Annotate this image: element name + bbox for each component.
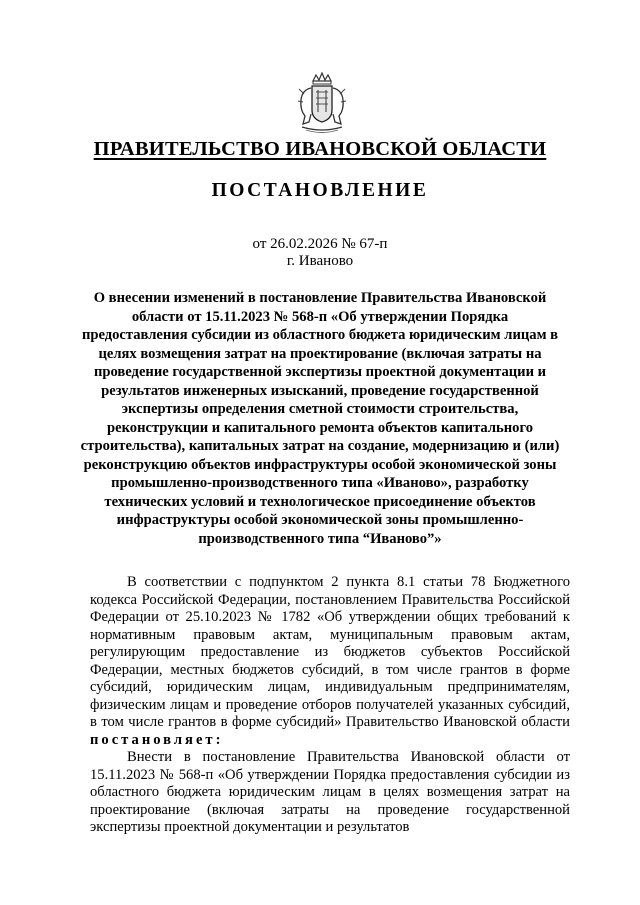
organization-title	[0, 138, 640, 161]
body-paragraph: Внести в постановление Правительства Ивановской области от 15.11.2023 № 568-п «Об утверждении Порядка предоставления субсидии из областного бюджета юридическим лицам в целях возмещения затрат на проектирование (включая затраты на проведение государственной экспертизы проектной документации и результатов	[90, 749, 570, 835]
document-date-number: от 26.02.2026 № 67-п	[252, 236, 388, 252]
paragraph-text: В соответствии с подпунктом 2 пункта 8.1 статьи 78 Бюджетного кодекса Российской Федерации, постановлением Правительства Российской Федерации от 25.10.2023 № 1782 «Об утверждении общих требований к нормативным правовым актам, муниципальным правовым актам, регулирующим предоставление из бюджетов субъектов Российской Федерации, местных бюджетов субсидий, в том числе грантов в форме субсидий, юридическим лицам, индивидуальным предпринимателям, физическим лицам и проведение отборов получателей указанных субсидий, в том числе грантов в форме субсидий» Правительство Ивановской области	[90, 574, 570, 730]
document-city: г. Иваново	[286, 253, 354, 269]
coat-of-arms-icon	[296, 72, 348, 134]
document-body	[90, 574, 570, 837]
decree-word: постановляет:	[90, 731, 224, 748]
document-type: ПОСТАНОВЛЕНИЕ	[211, 180, 429, 201]
document-subject: О внесении изменений в постановление Правительства Ивановской области от 15.11.2023 № 568-п «Об утверждении Порядка предоставления субсидии из областного бюджета юридическим лицам в целях возмещения затрат на проектирование (включая затраты на проведение государственной экспертизы проектной документации и результатов инженерных изысканий, проведение государственной экспертизы определения сметной стоимости строительства, реконструкции и капитального ремонта объектов капитального строительства), капитальных затрат на создание, модернизацию и (или) реконструкцию объектов инфраструктуры особой экономической зоны промышленно-производственного типа «Иваново», разработку технических условий и технологическое присоединение объектов инфраструктуры особой экономической зоны промышленно-производственного типа “Иваново”»	[80, 290, 560, 547]
body-paragraph	[90, 574, 570, 749]
organization-name: ПРАВИТЕЛЬСТВО ИВАНОВСКОЙ ОБЛАСТИ	[93, 138, 547, 160]
